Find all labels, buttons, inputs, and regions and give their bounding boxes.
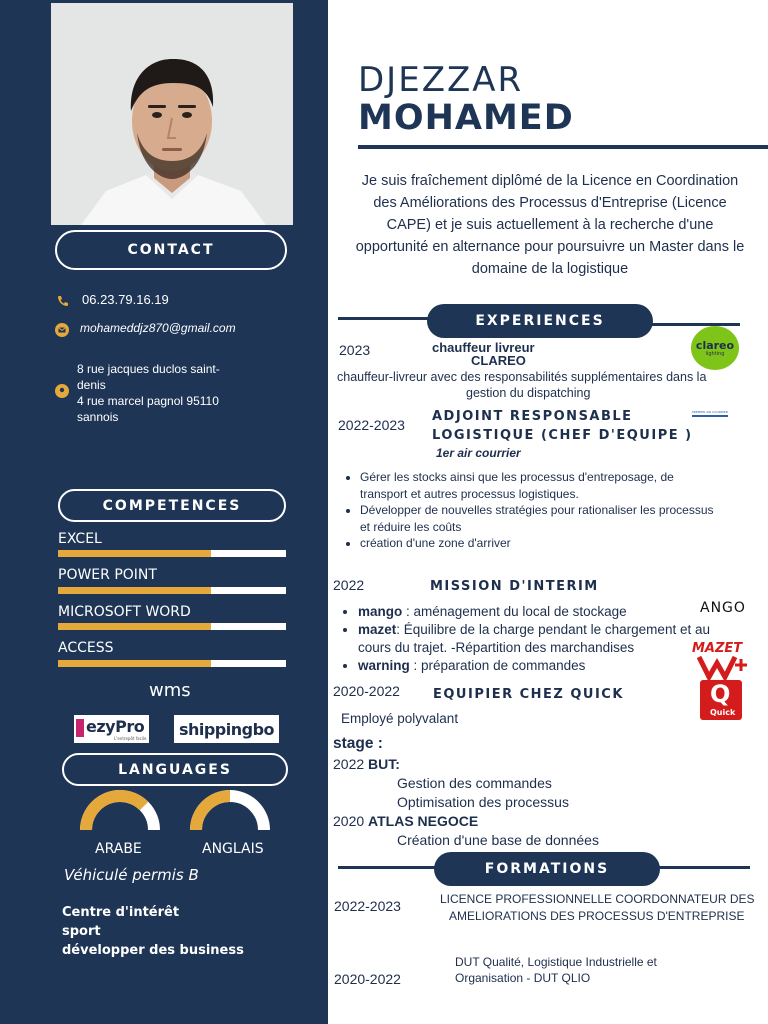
formation-title: LICENCE PROFESSIONNELLE COORDONNATEUR DES bbox=[440, 892, 755, 906]
stage-task: Optimisation des processus bbox=[397, 794, 569, 810]
exp-role: chauffeur livreur bbox=[432, 340, 535, 355]
skill-bar-fill bbox=[58, 623, 211, 630]
ezypro-wordmark: ezyPro bbox=[86, 717, 145, 736]
languages-title: LANGUAGES bbox=[118, 761, 232, 778]
profile-photo bbox=[51, 3, 293, 225]
stage-colon: : bbox=[395, 756, 400, 772]
skill-bar bbox=[58, 587, 286, 594]
bullet-item: • warning : préparation de commandes bbox=[358, 657, 762, 675]
exp-company: CLAREO bbox=[471, 353, 526, 368]
exp-role: LOGISTIQUE (CHEF D'EQUIPE ) bbox=[432, 428, 693, 443]
interest-item: développer des business bbox=[62, 943, 244, 958]
contact-title: CONTACT bbox=[127, 242, 215, 258]
stage-title: stage : bbox=[333, 735, 383, 752]
clareo-tagline: lighting bbox=[705, 350, 725, 357]
name-divider bbox=[358, 145, 768, 149]
exp-desc: gestion du dispatching bbox=[466, 386, 591, 400]
location-icon bbox=[55, 384, 69, 398]
competences-heading bbox=[58, 489, 286, 522]
stage-company: ATLAS NEGOCE bbox=[368, 813, 479, 829]
formation-title: DUT Qualité, Logistique Industrielle et bbox=[455, 955, 657, 969]
gauge-fill bbox=[86, 796, 144, 830]
exp-title: MISSION D'INTERIM bbox=[430, 579, 599, 594]
shippingbo-logo bbox=[174, 715, 279, 743]
skill-bar bbox=[58, 660, 286, 667]
clareo-wordmark: clareo bbox=[695, 338, 735, 352]
experiences-title: EXPERIENCES bbox=[475, 313, 605, 329]
email-icon bbox=[55, 323, 69, 337]
mango-logo: ANGO bbox=[700, 600, 746, 616]
stage-entry bbox=[333, 756, 400, 772]
skill-bar bbox=[58, 550, 286, 557]
driving-license: Véhiculé permis B bbox=[64, 866, 199, 884]
formation-title: AMELIORATIONS DES PROCESSUS D'ENTREPRISE bbox=[449, 909, 745, 923]
skill-bar bbox=[58, 623, 286, 630]
skill-label: EXCEL bbox=[58, 531, 102, 547]
premier-air-courrier-logo: PREMIER AIR COURRIER bbox=[692, 410, 728, 417]
skill-label: ACCESS bbox=[58, 640, 114, 656]
stage-task: Création d'une base de données bbox=[397, 832, 599, 848]
ezypro-mark-icon bbox=[76, 719, 84, 737]
bullet-item: • mango : aménagement du local de stockage bbox=[358, 603, 762, 621]
first-name: DJEZZAR bbox=[358, 60, 524, 100]
skill-bar-fill bbox=[58, 550, 211, 557]
ezypro-logo bbox=[74, 715, 149, 743]
skill-bar-fill bbox=[58, 587, 211, 594]
exp-year: 2020-2022 bbox=[333, 683, 400, 699]
skill-label: MICROSOFT WORD bbox=[58, 604, 191, 620]
experiences-heading bbox=[427, 304, 653, 338]
bullet-item: • création d'une zone d'arriver bbox=[360, 535, 764, 552]
quick-wordmark: Quick bbox=[710, 708, 736, 717]
address-line-3: 4 rue marcel pagnol 95110 bbox=[77, 394, 219, 408]
warning-logo bbox=[697, 655, 753, 681]
language-label-arabe: ARABE bbox=[95, 841, 142, 857]
exp-role: ADJOINT RESPONSABLE bbox=[432, 409, 633, 424]
portrait-image bbox=[51, 3, 293, 225]
exp-year: 2023 bbox=[339, 342, 371, 358]
formation-year: 2022-2023 bbox=[334, 898, 401, 914]
last-name: MOHAMED bbox=[358, 98, 574, 138]
exp-year: 2022-2023 bbox=[338, 417, 405, 433]
stage-year: 2020 bbox=[333, 813, 365, 829]
experiences-rule-left bbox=[338, 317, 438, 320]
formation-year: 2020-2022 bbox=[334, 971, 401, 987]
bullet-item: • Développer de nouvelles stratégies pour rationaliser les processus et réduire les coûts bbox=[360, 502, 764, 535]
profile-summary: Je suis fraîchement diplômé de la Licence en Coordination des Améliorations des Processus d'Entreprise (Licence CAPE) et je suis actuellement à la recherche d'une opportunité en alternance pour poursuivre un Master dans le domaine de la logistique bbox=[355, 173, 745, 277]
competences-title: COMPETENCES bbox=[102, 497, 242, 514]
bullet-item: • Gérer les stocks ainsi que les processus d'entreposage, de transport et autres processus logistiques. bbox=[360, 469, 764, 502]
exp-title: EQUIPIER CHEZ QUICK bbox=[433, 687, 624, 702]
exp-desc: Employé polyvalant bbox=[341, 711, 459, 726]
formations-heading bbox=[434, 852, 660, 886]
bullet-item: • mazet: Équilibre de la charge pendant le chargement et au cours du trajet. -Répartition des marchandises bbox=[358, 621, 762, 657]
formation-title: Organisation - DUT QLIO bbox=[455, 971, 591, 985]
exp-year: 2022 bbox=[333, 577, 365, 593]
stage-year: 2022 bbox=[333, 756, 365, 772]
quick-logo bbox=[700, 680, 742, 720]
gauge-fill bbox=[196, 796, 230, 830]
languages-heading bbox=[62, 753, 288, 786]
contact-heading bbox=[55, 230, 287, 270]
stage-entry bbox=[333, 813, 478, 829]
phone-number[interactable]: 06.23.79.16.19 bbox=[82, 292, 169, 307]
clareo-logo bbox=[691, 326, 739, 370]
skill-label: POWER POINT bbox=[58, 567, 157, 583]
mazet-logo: MAZET bbox=[692, 641, 743, 656]
address-line-4: sannois bbox=[77, 410, 119, 424]
language-gauge-anglais bbox=[190, 790, 270, 832]
shippingbo-wordmark: shippingbo bbox=[178, 719, 275, 739]
address-line-1: 8 rue jacques duclos saint- bbox=[77, 362, 220, 376]
stage-task: Gestion des commandes bbox=[397, 775, 552, 791]
interests-title: Centre d'intérêt bbox=[62, 905, 180, 920]
exp-desc: chauffeur-livreur avec des responsabilités supplémentaires dans la bbox=[337, 370, 707, 384]
ezypro-tagline: L'entrepôt facile bbox=[114, 736, 147, 741]
exp2-bullet-list bbox=[344, 469, 764, 552]
email-address[interactable]: mohameddjz870@gmail.com bbox=[80, 321, 236, 335]
address-line-2: denis bbox=[77, 378, 106, 392]
formations-rule-right bbox=[650, 866, 750, 869]
formations-rule-left bbox=[338, 866, 438, 869]
formations-title: FORMATIONS bbox=[484, 861, 610, 877]
language-label-anglais: ANGLAIS bbox=[202, 841, 264, 857]
wms-label: wms bbox=[149, 680, 191, 701]
phone-icon bbox=[56, 294, 70, 308]
stage-company: BUT bbox=[368, 756, 396, 772]
skill-bar-fill bbox=[58, 660, 211, 667]
interest-item: sport bbox=[62, 924, 101, 939]
experiences-rule-right bbox=[640, 323, 740, 326]
language-gauge-arabe bbox=[80, 790, 160, 832]
exp-company: 1er air courrier bbox=[436, 446, 521, 460]
quick-letter: Q bbox=[710, 680, 731, 708]
